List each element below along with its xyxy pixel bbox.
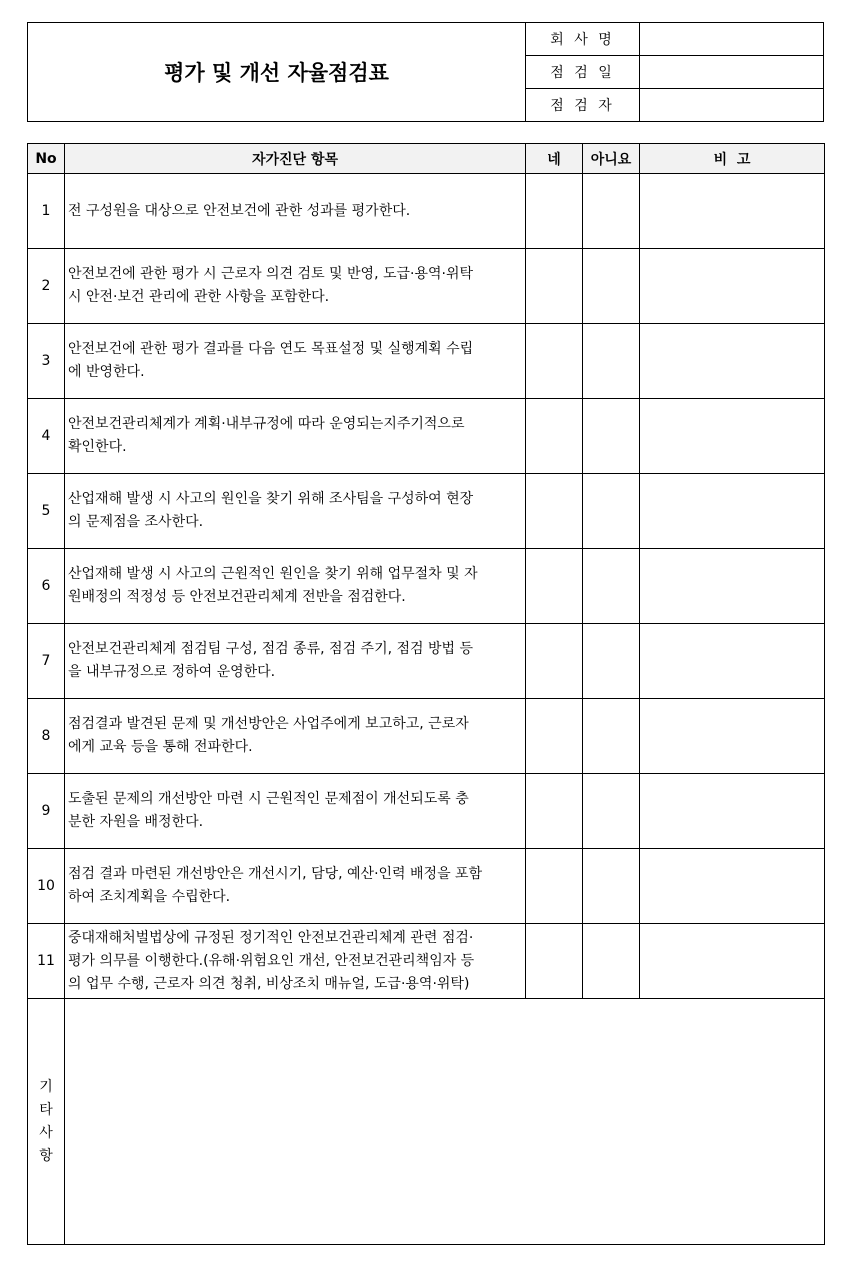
table-row <box>28 774 825 849</box>
remarks-cell[interactable] <box>640 249 825 324</box>
checklist-item-text: 산업재해 발생 시 사고의 근원적인 원인을 찾기 위해 업무절차 및 자 원배정의 적정성 등 안전보건관리체계 전반을 점검한다. <box>65 549 526 624</box>
yes-check-cell[interactable] <box>526 849 583 924</box>
remarks-cell[interactable] <box>640 399 825 474</box>
checklist-item-text: 안전보건에 관한 평가 시 근로자 의견 검토 및 반영, 도급·용역·위탁 시 안전·보건 관리에 관한 사항을 포함한다. <box>65 249 526 324</box>
etc-row <box>28 999 825 1245</box>
no-check-cell[interactable] <box>583 174 640 249</box>
remarks-cell[interactable] <box>640 324 825 399</box>
table-row <box>28 324 825 399</box>
yes-check-cell[interactable] <box>526 699 583 774</box>
row-number: 1 <box>28 174 65 249</box>
inspection-date-field[interactable] <box>640 56 824 89</box>
page-title: 평가 및 개선 자율점검표 <box>28 23 526 122</box>
column-header-no: No <box>28 144 65 174</box>
yes-check-cell[interactable] <box>526 624 583 699</box>
no-check-cell[interactable] <box>583 849 640 924</box>
inspector-field[interactable] <box>640 89 824 122</box>
row-number: 2 <box>28 249 65 324</box>
remarks-cell[interactable] <box>640 174 825 249</box>
no-check-cell[interactable] <box>583 699 640 774</box>
etc-label: 기 타 사 항 <box>28 999 65 1245</box>
table-row <box>28 699 825 774</box>
checklist-item-text: 중대재해처벌법상에 규정된 정기적인 안전보건관리체계 관련 점검· 평가 의무를 이행한다.(유해·위험요인 개선, 안전보건관리책임자 등 의 업무 수행, 근로자 의견 청취, 비상조치 매뉴얼, 도급·용역·위탁) <box>65 924 526 999</box>
yes-check-cell[interactable] <box>526 399 583 474</box>
row-number: 7 <box>28 624 65 699</box>
no-check-cell[interactable] <box>583 324 640 399</box>
remarks-cell[interactable] <box>640 699 825 774</box>
no-check-cell[interactable] <box>583 549 640 624</box>
column-header-item: 자가진단 항목 <box>65 144 526 174</box>
remarks-cell[interactable] <box>640 849 825 924</box>
remarks-cell[interactable] <box>640 549 825 624</box>
no-check-cell[interactable] <box>583 624 640 699</box>
row-number: 5 <box>28 474 65 549</box>
remarks-cell[interactable] <box>640 774 825 849</box>
header-table <box>27 22 824 122</box>
yes-check-cell[interactable] <box>526 924 583 999</box>
no-check-cell[interactable] <box>583 924 640 999</box>
inspector-label: 점 검 자 <box>526 89 640 122</box>
no-check-cell[interactable] <box>583 399 640 474</box>
table-row <box>28 624 825 699</box>
inspection-date-label: 점 검 일 <box>526 56 640 89</box>
column-header-remarks: 비 고 <box>640 144 825 174</box>
checklist-item-text: 안전보건관리체계가 계획·내부규정에 따라 운영되는지주기적으로 확인한다. <box>65 399 526 474</box>
yes-check-cell[interactable] <box>526 249 583 324</box>
checklist-item-text: 도출된 문제의 개선방안 마련 시 근원적인 문제점이 개선되도록 충 분한 자원을 배정한다. <box>65 774 526 849</box>
row-number: 6 <box>28 549 65 624</box>
column-header-yes: 네 <box>526 144 583 174</box>
table-row <box>28 924 825 999</box>
no-check-cell[interactable] <box>583 774 640 849</box>
no-check-cell[interactable] <box>583 249 640 324</box>
row-number: 4 <box>28 399 65 474</box>
company-name-label: 회 사 명 <box>526 23 640 56</box>
table-row <box>28 174 825 249</box>
yes-check-cell[interactable] <box>526 774 583 849</box>
row-number: 3 <box>28 324 65 399</box>
row-number: 8 <box>28 699 65 774</box>
checklist-item-text: 안전보건관리체계 점검팀 구성, 점검 종류, 점검 주기, 점검 방법 등 을 내부규정으로 정하여 운영한다. <box>65 624 526 699</box>
checklist-item-text: 전 구성원을 대상으로 안전보건에 관한 성과를 평가한다. <box>65 174 526 249</box>
remarks-cell[interactable] <box>640 624 825 699</box>
table-row <box>28 249 825 324</box>
checklist-item-text: 점검 결과 마련된 개선방안은 개선시기, 담당, 예산·인력 배정을 포함 하여 조치계획을 수립한다. <box>65 849 526 924</box>
checklist-item-text: 안전보건에 관한 평가 결과를 다음 연도 목표설정 및 실행계획 수립 에 반영한다. <box>65 324 526 399</box>
yes-check-cell[interactable] <box>526 324 583 399</box>
table-row <box>28 549 825 624</box>
row-number: 10 <box>28 849 65 924</box>
yes-check-cell[interactable] <box>526 174 583 249</box>
column-header-no-answer: 아니요 <box>583 144 640 174</box>
row-number: 11 <box>28 924 65 999</box>
remarks-cell[interactable] <box>640 924 825 999</box>
remarks-cell[interactable] <box>640 474 825 549</box>
no-check-cell[interactable] <box>583 474 640 549</box>
row-number: 9 <box>28 774 65 849</box>
table-row <box>28 399 825 474</box>
checklist-item-text: 산업재해 발생 시 사고의 원인을 찾기 위해 조사팀을 구성하여 현장 의 문제점을 조사한다. <box>65 474 526 549</box>
etc-notes-field[interactable] <box>65 999 825 1245</box>
company-name-field[interactable] <box>640 23 824 56</box>
yes-check-cell[interactable] <box>526 549 583 624</box>
table-row <box>28 474 825 549</box>
yes-check-cell[interactable] <box>526 474 583 549</box>
checklist-item-text: 점검결과 발견된 문제 및 개선방안은 사업주에게 보고하고, 근로자 에게 교육 등을 통해 전파한다. <box>65 699 526 774</box>
checklist-table <box>27 143 825 1245</box>
table-row <box>28 849 825 924</box>
